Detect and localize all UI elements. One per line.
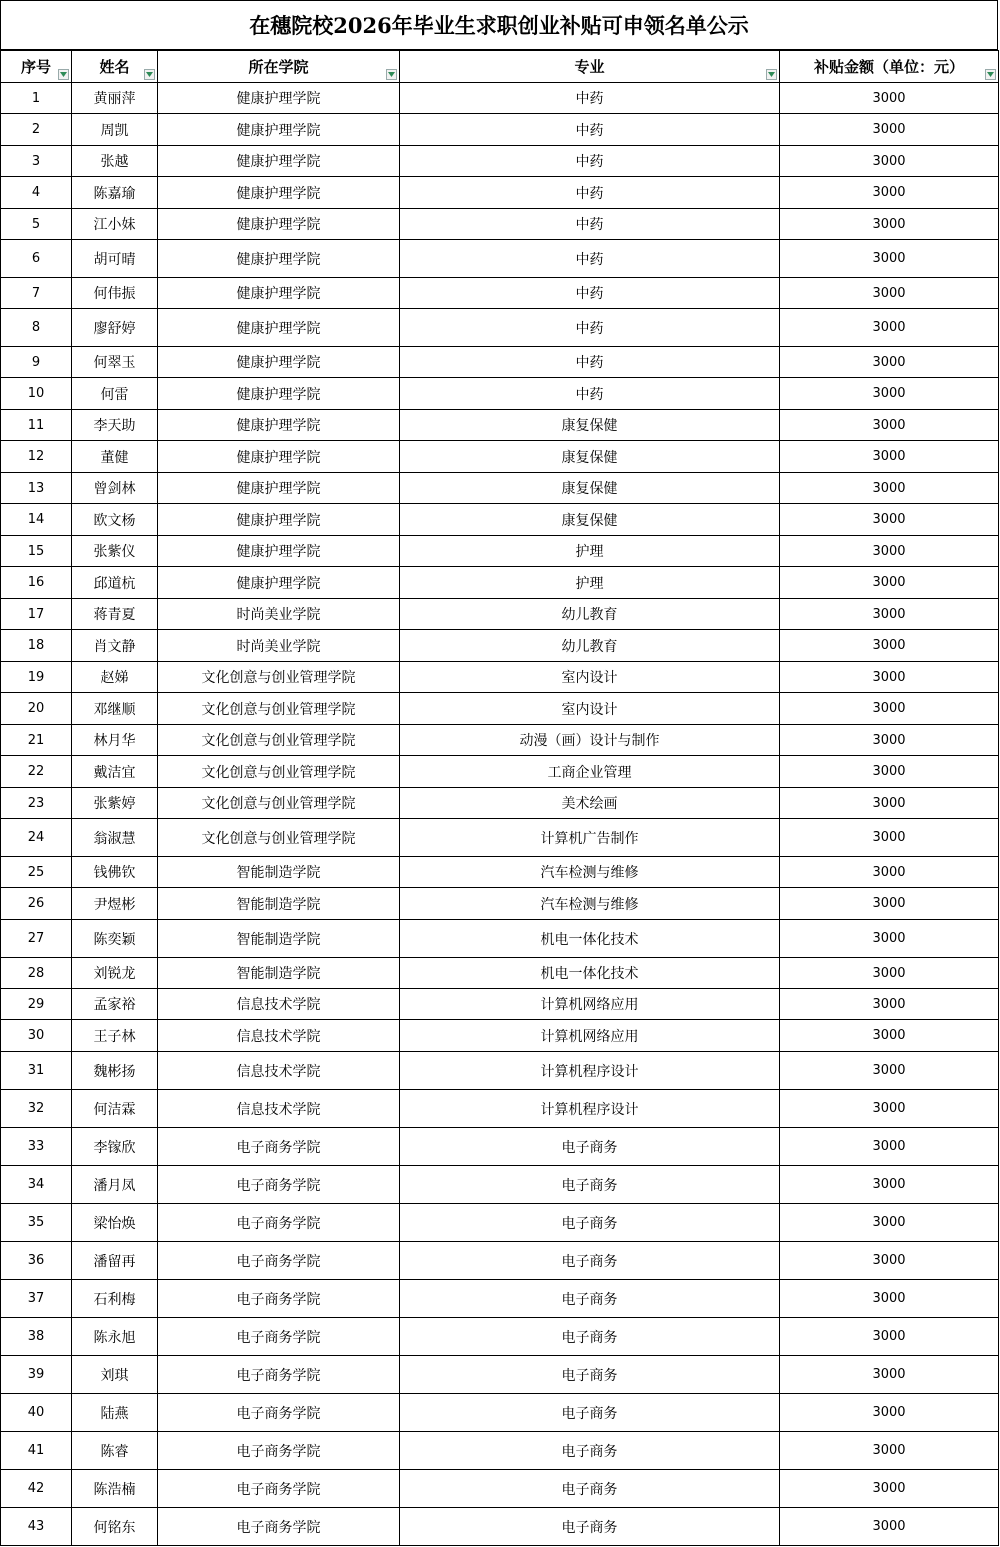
cell-major[interactable]: 中药 xyxy=(400,278,780,309)
table-row xyxy=(1,410,999,441)
table-row xyxy=(1,1280,999,1318)
cell-index[interactable]: 17 xyxy=(1,599,72,630)
cell-amount[interactable]: 3000 xyxy=(780,1242,999,1280)
cell-amount[interactable]: 3000 xyxy=(780,1432,999,1470)
cell-major[interactable]: 电子商务 xyxy=(400,1508,780,1546)
cell-college[interactable]: 电子商务学院 xyxy=(158,1280,400,1318)
cell-name[interactable]: 陈嘉瑜 xyxy=(72,177,158,209)
cell-major[interactable]: 电子商务 xyxy=(400,1470,780,1508)
cell-name[interactable]: 何洁霖 xyxy=(72,1090,158,1128)
cell-major[interactable]: 汽车检测与维修 xyxy=(400,888,780,920)
table-row xyxy=(1,378,999,410)
table-row xyxy=(1,209,999,240)
cell-college[interactable]: 文化创意与创业管理学院 xyxy=(158,819,400,857)
cell-college[interactable]: 文化创意与创业管理学院 xyxy=(158,756,400,788)
cell-index[interactable]: 23 xyxy=(1,788,72,819)
table-row xyxy=(1,819,999,857)
cell-amount[interactable]: 3000 xyxy=(780,1020,999,1052)
table-row xyxy=(1,599,999,630)
cell-major[interactable]: 计算机网络应用 xyxy=(400,1020,780,1052)
cell-college[interactable]: 信息技术学院 xyxy=(158,1020,400,1052)
cell-college[interactable]: 健康护理学院 xyxy=(158,473,400,504)
page-title: 在穗院校2026年毕业生求职创业补贴可申领名单公示 xyxy=(0,0,998,50)
table-row xyxy=(1,567,999,599)
cell-college[interactable]: 时尚美业学院 xyxy=(158,599,400,630)
cell-amount[interactable]: 3000 xyxy=(780,441,999,473)
cell-major[interactable]: 电子商务 xyxy=(400,1280,780,1318)
cell-name[interactable]: 翁淑慧 xyxy=(72,819,158,857)
cell-index[interactable]: 37 xyxy=(1,1280,72,1318)
table-row xyxy=(1,630,999,662)
filter-dropdown-icon[interactable] xyxy=(144,69,155,80)
cell-amount[interactable]: 3000 xyxy=(780,1470,999,1508)
cell-index[interactable]: 28 xyxy=(1,958,72,989)
cell-college[interactable]: 健康护理学院 xyxy=(158,240,400,278)
cell-college[interactable]: 健康护理学院 xyxy=(158,567,400,599)
cell-major[interactable]: 计算机网络应用 xyxy=(400,989,780,1020)
table-row xyxy=(1,1052,999,1090)
cell-college[interactable]: 信息技术学院 xyxy=(158,1090,400,1128)
cell-name[interactable]: 钱佛钦 xyxy=(72,857,158,888)
cell-amount[interactable]: 3000 xyxy=(780,857,999,888)
table-row xyxy=(1,347,999,378)
cell-index[interactable]: 40 xyxy=(1,1394,72,1432)
cell-major[interactable]: 室内设计 xyxy=(400,693,780,725)
filter-dropdown-icon[interactable] xyxy=(386,69,397,80)
table-row xyxy=(1,536,999,567)
cell-name[interactable]: 陈永旭 xyxy=(72,1318,158,1356)
column-header-label: 姓名 xyxy=(99,58,130,76)
cell-major[interactable]: 幼儿教育 xyxy=(400,599,780,630)
cell-college[interactable]: 健康护理学院 xyxy=(158,146,400,177)
cell-major[interactable]: 电子商务 xyxy=(400,1356,780,1394)
cell-major[interactable]: 康复保健 xyxy=(400,504,780,536)
cell-amount[interactable]: 3000 xyxy=(780,473,999,504)
table-row xyxy=(1,1508,999,1546)
cell-name[interactable]: 潘月凤 xyxy=(72,1166,158,1204)
cell-college[interactable]: 智能制造学院 xyxy=(158,920,400,958)
cell-college[interactable]: 健康护理学院 xyxy=(158,209,400,240)
cell-major[interactable]: 机电一体化技术 xyxy=(400,958,780,989)
table-row xyxy=(1,788,999,819)
cell-college[interactable]: 电子商务学院 xyxy=(158,1204,400,1242)
cell-name[interactable]: 林月华 xyxy=(72,725,158,756)
cell-college[interactable]: 文化创意与创业管理学院 xyxy=(158,662,400,693)
table-row xyxy=(1,1242,999,1280)
cell-college[interactable]: 电子商务学院 xyxy=(158,1432,400,1470)
cell-amount[interactable]: 3000 xyxy=(780,1280,999,1318)
table-row xyxy=(1,441,999,473)
cell-index[interactable]: 8 xyxy=(1,309,72,347)
cell-index[interactable]: 30 xyxy=(1,1020,72,1052)
cell-index[interactable]: 29 xyxy=(1,989,72,1020)
cell-index[interactable]: 33 xyxy=(1,1128,72,1166)
cell-amount[interactable]: 3000 xyxy=(780,177,999,209)
cell-major[interactable]: 中药 xyxy=(400,146,780,177)
cell-amount[interactable]: 3000 xyxy=(780,662,999,693)
column-header-name xyxy=(72,51,158,83)
cell-amount[interactable]: 3000 xyxy=(780,83,999,114)
cell-major[interactable]: 机电一体化技术 xyxy=(400,920,780,958)
cell-index[interactable]: 16 xyxy=(1,567,72,599)
table-row xyxy=(1,662,999,693)
cell-amount[interactable]: 3000 xyxy=(780,1356,999,1394)
cell-college[interactable]: 电子商务学院 xyxy=(158,1242,400,1280)
cell-college[interactable]: 电子商务学院 xyxy=(158,1356,400,1394)
column-header-label: 补贴金额（单位：元） xyxy=(813,58,964,76)
cell-name[interactable]: 刘锐龙 xyxy=(72,958,158,989)
cell-major[interactable]: 计算机广告制作 xyxy=(400,819,780,857)
cell-amount[interactable]: 3000 xyxy=(780,410,999,441)
cell-major[interactable]: 电子商务 xyxy=(400,1166,780,1204)
cell-college[interactable]: 智能制造学院 xyxy=(158,888,400,920)
filter-dropdown-icon[interactable] xyxy=(985,69,996,80)
cell-name[interactable]: 陈浩楠 xyxy=(72,1470,158,1508)
cell-name[interactable]: 曾剑林 xyxy=(72,473,158,504)
cell-amount[interactable]: 3000 xyxy=(780,958,999,989)
cell-index[interactable]: 14 xyxy=(1,504,72,536)
cell-major[interactable]: 美术绘画 xyxy=(400,788,780,819)
table-row xyxy=(1,240,999,278)
cell-name[interactable]: 张紫仪 xyxy=(72,536,158,567)
cell-name[interactable]: 石利梅 xyxy=(72,1280,158,1318)
cell-index[interactable]: 13 xyxy=(1,473,72,504)
cell-name[interactable]: 陆燕 xyxy=(72,1394,158,1432)
cell-college[interactable]: 电子商务学院 xyxy=(158,1318,400,1356)
cell-index[interactable]: 34 xyxy=(1,1166,72,1204)
cell-index[interactable]: 20 xyxy=(1,693,72,725)
cell-name[interactable]: 何翠玉 xyxy=(72,347,158,378)
cell-index[interactable]: 19 xyxy=(1,662,72,693)
cell-name[interactable]: 江小妹 xyxy=(72,209,158,240)
cell-name[interactable]: 周凯 xyxy=(72,114,158,146)
table-row xyxy=(1,1128,999,1166)
table-row xyxy=(1,278,999,309)
cell-amount[interactable]: 3000 xyxy=(780,240,999,278)
cell-college[interactable]: 健康护理学院 xyxy=(158,278,400,309)
table-body xyxy=(1,83,999,1546)
cell-index[interactable]: 22 xyxy=(1,756,72,788)
cell-college[interactable]: 文化创意与创业管理学院 xyxy=(158,788,400,819)
cell-index[interactable]: 5 xyxy=(1,209,72,240)
table-row xyxy=(1,1432,999,1470)
cell-major[interactable]: 中药 xyxy=(400,309,780,347)
cell-major[interactable]: 中药 xyxy=(400,240,780,278)
cell-index[interactable]: 35 xyxy=(1,1204,72,1242)
cell-college[interactable]: 健康护理学院 xyxy=(158,441,400,473)
cell-major[interactable]: 中药 xyxy=(400,114,780,146)
cell-index[interactable]: 12 xyxy=(1,441,72,473)
cell-college[interactable]: 健康护理学院 xyxy=(158,114,400,146)
cell-amount[interactable]: 3000 xyxy=(780,1204,999,1242)
cell-index[interactable]: 18 xyxy=(1,630,72,662)
table-row xyxy=(1,725,999,756)
table-row xyxy=(1,114,999,146)
cell-amount[interactable]: 3000 xyxy=(780,630,999,662)
cell-major[interactable]: 康复保健 xyxy=(400,441,780,473)
table-row xyxy=(1,1356,999,1394)
cell-major[interactable]: 康复保健 xyxy=(400,410,780,441)
cell-index[interactable]: 1 xyxy=(1,83,72,114)
cell-major[interactable]: 电子商务 xyxy=(400,1394,780,1432)
table-row xyxy=(1,1318,999,1356)
column-header-index xyxy=(1,51,72,83)
cell-name[interactable]: 陈奕颖 xyxy=(72,920,158,958)
cell-name[interactable]: 李天助 xyxy=(72,410,158,441)
cell-name[interactable]: 魏彬扬 xyxy=(72,1052,158,1090)
cell-college[interactable]: 智能制造学院 xyxy=(158,958,400,989)
cell-amount[interactable]: 3000 xyxy=(780,1128,999,1166)
table-row xyxy=(1,693,999,725)
column-header-label: 序号 xyxy=(20,58,51,76)
cell-name[interactable]: 何铭东 xyxy=(72,1508,158,1546)
cell-major[interactable]: 中药 xyxy=(400,378,780,410)
cell-major[interactable]: 电子商务 xyxy=(400,1242,780,1280)
cell-college[interactable]: 智能制造学院 xyxy=(158,857,400,888)
cell-amount[interactable]: 3000 xyxy=(780,378,999,410)
table-row xyxy=(1,1470,999,1508)
column-header-label: 专业 xyxy=(574,58,605,76)
cell-index[interactable]: 10 xyxy=(1,378,72,410)
cell-major[interactable]: 中药 xyxy=(400,177,780,209)
cell-amount[interactable]: 3000 xyxy=(780,920,999,958)
table-row xyxy=(1,309,999,347)
column-header-major xyxy=(400,51,780,83)
cell-amount[interactable]: 3000 xyxy=(780,567,999,599)
table-row xyxy=(1,857,999,888)
cell-name[interactable]: 张紫婷 xyxy=(72,788,158,819)
cell-college[interactable]: 健康护理学院 xyxy=(158,309,400,347)
cell-index[interactable]: 43 xyxy=(1,1508,72,1546)
table-row xyxy=(1,1020,999,1052)
column-header-amount xyxy=(780,51,999,83)
table-row xyxy=(1,146,999,177)
cell-major[interactable]: 电子商务 xyxy=(400,1432,780,1470)
cell-amount[interactable]: 3000 xyxy=(780,114,999,146)
cell-index[interactable]: 25 xyxy=(1,857,72,888)
cell-amount[interactable]: 3000 xyxy=(780,504,999,536)
cell-amount[interactable]: 3000 xyxy=(780,1052,999,1090)
cell-name[interactable]: 李镓欣 xyxy=(72,1128,158,1166)
table-row xyxy=(1,504,999,536)
cell-amount[interactable]: 3000 xyxy=(780,278,999,309)
cell-index[interactable]: 31 xyxy=(1,1052,72,1090)
cell-index[interactable]: 32 xyxy=(1,1090,72,1128)
cell-college[interactable]: 信息技术学院 xyxy=(158,1052,400,1090)
cell-college[interactable]: 健康护理学院 xyxy=(158,378,400,410)
cell-name[interactable]: 廖舒婷 xyxy=(72,309,158,347)
cell-index[interactable]: 24 xyxy=(1,819,72,857)
cell-amount[interactable]: 3000 xyxy=(780,536,999,567)
table-row xyxy=(1,177,999,209)
cell-college[interactable]: 文化创意与创业管理学院 xyxy=(158,693,400,725)
cell-index[interactable]: 3 xyxy=(1,146,72,177)
filter-dropdown-icon[interactable] xyxy=(766,69,777,80)
cell-major[interactable]: 室内设计 xyxy=(400,662,780,693)
cell-amount[interactable]: 3000 xyxy=(780,1508,999,1546)
cell-amount[interactable]: 3000 xyxy=(780,347,999,378)
cell-name[interactable]: 何伟振 xyxy=(72,278,158,309)
cell-name[interactable]: 赵娣 xyxy=(72,662,158,693)
cell-amount[interactable]: 3000 xyxy=(780,693,999,725)
cell-index[interactable]: 2 xyxy=(1,114,72,146)
cell-college[interactable]: 健康护理学院 xyxy=(158,536,400,567)
cell-name[interactable]: 尹煜彬 xyxy=(72,888,158,920)
cell-college[interactable]: 健康护理学院 xyxy=(158,83,400,114)
cell-index[interactable]: 15 xyxy=(1,536,72,567)
cell-index[interactable]: 7 xyxy=(1,278,72,309)
cell-name[interactable]: 何雷 xyxy=(72,378,158,410)
cell-index[interactable]: 11 xyxy=(1,410,72,441)
cell-name[interactable]: 欧文杨 xyxy=(72,504,158,536)
cell-name[interactable]: 蒋青夏 xyxy=(72,599,158,630)
cell-major[interactable]: 计算机程序设计 xyxy=(400,1052,780,1090)
cell-college[interactable]: 电子商务学院 xyxy=(158,1166,400,1204)
cell-major[interactable]: 中药 xyxy=(400,347,780,378)
cell-college[interactable]: 健康护理学院 xyxy=(158,410,400,441)
filter-dropdown-icon[interactable] xyxy=(58,69,69,80)
cell-major[interactable]: 计算机程序设计 xyxy=(400,1090,780,1128)
cell-amount[interactable]: 3000 xyxy=(780,756,999,788)
cell-major[interactable]: 幼儿教育 xyxy=(400,630,780,662)
table-row xyxy=(1,920,999,958)
cell-major[interactable]: 中药 xyxy=(400,83,780,114)
cell-amount[interactable]: 3000 xyxy=(780,309,999,347)
cell-amount[interactable]: 3000 xyxy=(780,788,999,819)
cell-index[interactable]: 6 xyxy=(1,240,72,278)
cell-major[interactable]: 电子商务 xyxy=(400,1204,780,1242)
subsidy-table xyxy=(0,50,999,1546)
cell-name[interactable]: 邱道杭 xyxy=(72,567,158,599)
cell-name[interactable]: 潘留再 xyxy=(72,1242,158,1280)
cell-amount[interactable]: 3000 xyxy=(780,1394,999,1432)
cell-college[interactable]: 文化创意与创业管理学院 xyxy=(158,725,400,756)
table-row xyxy=(1,83,999,114)
cell-amount[interactable]: 3000 xyxy=(780,888,999,920)
cell-amount[interactable]: 3000 xyxy=(780,819,999,857)
header-row xyxy=(1,51,999,83)
table-row xyxy=(1,1090,999,1128)
cell-index[interactable]: 21 xyxy=(1,725,72,756)
cell-amount[interactable]: 3000 xyxy=(780,1166,999,1204)
cell-name[interactable]: 黄丽萍 xyxy=(72,83,158,114)
table-row xyxy=(1,1204,999,1242)
cell-index[interactable]: 9 xyxy=(1,347,72,378)
table-row xyxy=(1,756,999,788)
table-row xyxy=(1,1166,999,1204)
table-row xyxy=(1,1394,999,1432)
cell-major[interactable]: 工商企业管理 xyxy=(400,756,780,788)
cell-name[interactable]: 董健 xyxy=(72,441,158,473)
cell-index[interactable]: 41 xyxy=(1,1432,72,1470)
cell-amount[interactable]: 3000 xyxy=(780,989,999,1020)
cell-major[interactable]: 汽车检测与维修 xyxy=(400,857,780,888)
cell-major[interactable]: 电子商务 xyxy=(400,1318,780,1356)
cell-major[interactable]: 电子商务 xyxy=(400,1128,780,1166)
table-row xyxy=(1,989,999,1020)
cell-name[interactable]: 戴洁宜 xyxy=(72,756,158,788)
cell-amount[interactable]: 3000 xyxy=(780,209,999,240)
cell-college[interactable]: 健康护理学院 xyxy=(158,177,400,209)
cell-college[interactable]: 电子商务学院 xyxy=(158,1128,400,1166)
cell-name[interactable]: 刘琪 xyxy=(72,1356,158,1394)
cell-amount[interactable]: 3000 xyxy=(780,146,999,177)
cell-college[interactable]: 电子商务学院 xyxy=(158,1470,400,1508)
cell-amount[interactable]: 3000 xyxy=(780,1090,999,1128)
cell-name[interactable]: 梁怡焕 xyxy=(72,1204,158,1242)
cell-index[interactable]: 36 xyxy=(1,1242,72,1280)
cell-index[interactable]: 38 xyxy=(1,1318,72,1356)
cell-major[interactable]: 中药 xyxy=(400,209,780,240)
table-row xyxy=(1,473,999,504)
table-row xyxy=(1,958,999,989)
cell-index[interactable]: 27 xyxy=(1,920,72,958)
cell-amount[interactable]: 3000 xyxy=(780,599,999,630)
cell-name[interactable]: 肖文静 xyxy=(72,630,158,662)
cell-name[interactable]: 邓继顺 xyxy=(72,693,158,725)
cell-college[interactable]: 时尚美业学院 xyxy=(158,630,400,662)
cell-amount[interactable]: 3000 xyxy=(780,1318,999,1356)
column-header-college xyxy=(158,51,400,83)
cell-major[interactable]: 护理 xyxy=(400,536,780,567)
cell-index[interactable]: 42 xyxy=(1,1470,72,1508)
cell-index[interactable]: 4 xyxy=(1,177,72,209)
cell-college[interactable]: 健康护理学院 xyxy=(158,347,400,378)
cell-college[interactable]: 健康护理学院 xyxy=(158,504,400,536)
cell-college[interactable]: 电子商务学院 xyxy=(158,1508,400,1546)
cell-college[interactable]: 信息技术学院 xyxy=(158,989,400,1020)
cell-college[interactable]: 电子商务学院 xyxy=(158,1394,400,1432)
cell-name[interactable]: 陈睿 xyxy=(72,1432,158,1470)
table-row xyxy=(1,888,999,920)
cell-major[interactable]: 护理 xyxy=(400,567,780,599)
cell-major[interactable]: 动漫（画）设计与制作 xyxy=(400,725,780,756)
cell-amount[interactable]: 3000 xyxy=(780,725,999,756)
cell-index[interactable]: 39 xyxy=(1,1356,72,1394)
cell-index[interactable]: 26 xyxy=(1,888,72,920)
cell-name[interactable]: 孟家裕 xyxy=(72,989,158,1020)
column-header-label: 所在学院 xyxy=(248,58,309,76)
cell-name[interactable]: 胡可晴 xyxy=(72,240,158,278)
cell-major[interactable]: 康复保健 xyxy=(400,473,780,504)
cell-name[interactable]: 王子林 xyxy=(72,1020,158,1052)
cell-name[interactable]: 张越 xyxy=(72,146,158,177)
